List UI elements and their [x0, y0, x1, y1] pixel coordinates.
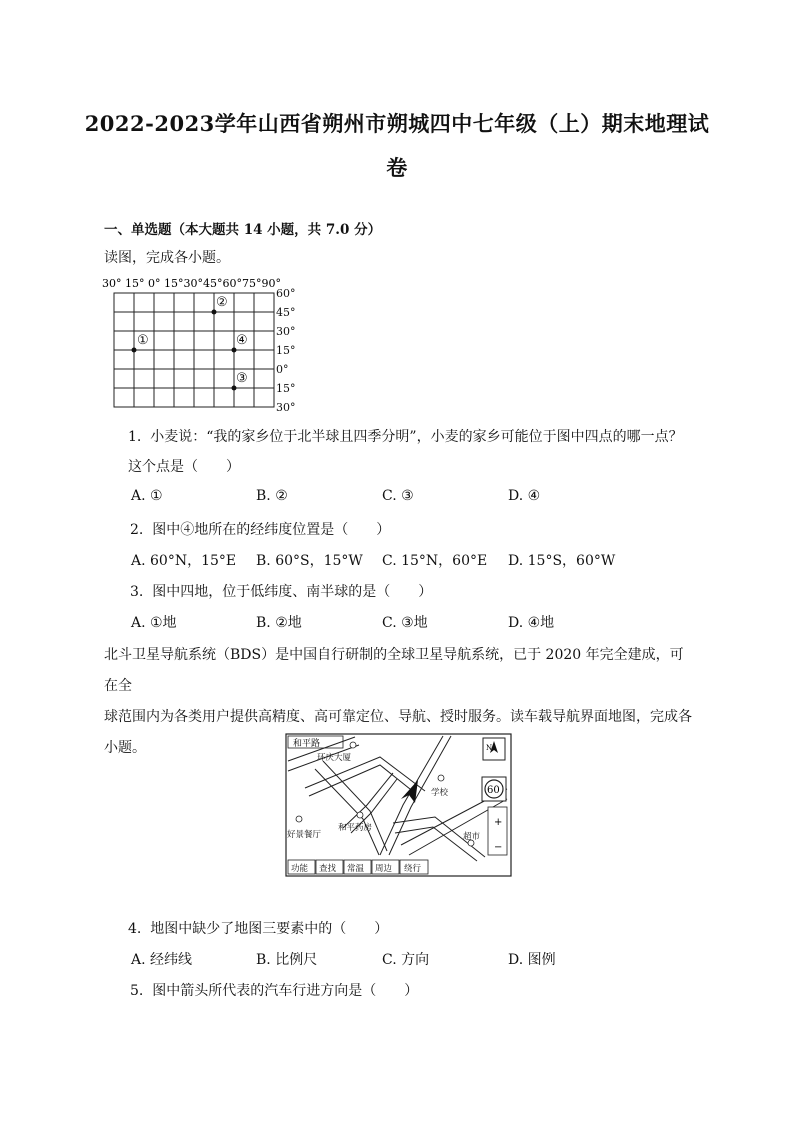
- question-2: [130, 519, 390, 539]
- question-1-number: 1.: [128, 429, 142, 445]
- car-navigation-map: [285, 733, 513, 878]
- q4-option-c[interactable]: C. 方向: [382, 952, 430, 968]
- q3-option-d[interactable]: D. ④地: [508, 615, 555, 631]
- q3-option-a[interactable]: A. ①地: [131, 615, 177, 631]
- place-supermarket: 超市: [463, 832, 481, 842]
- title-line-2: 卷: [386, 155, 408, 180]
- q4-option-b[interactable]: B. 比例尺: [256, 952, 318, 968]
- grid-top-labels: 30° 15° 0° 15°30°45°60°75°90°: [102, 277, 281, 290]
- question-5: [130, 980, 418, 1000]
- zoom-out-button[interactable]: −: [494, 842, 503, 853]
- q3-option-c[interactable]: C. ③地: [382, 615, 428, 631]
- question-3: [130, 581, 432, 601]
- section-heading: 一、单选题（本大题共 14 小题，共 7.0 分）: [104, 222, 382, 238]
- q2-option-a[interactable]: A. 60°N，15°E: [131, 553, 237, 569]
- right-label-4: 0°: [276, 363, 289, 376]
- intro-text: 读图，完成各小题。: [104, 250, 230, 266]
- nav-button-detour[interactable]: 绕行: [404, 864, 422, 874]
- point-1-label: ①: [137, 333, 149, 348]
- question-1: [128, 426, 683, 446]
- nav-button-function[interactable]: 功能: [291, 864, 309, 874]
- point-2-dot: [212, 310, 217, 315]
- title-line-1: 2022-2023学年山西省朔州市朔城四中七年级（上）期末地理试: [84, 111, 710, 136]
- right-label-3: 15°: [276, 344, 296, 357]
- question-3-text: 图中四地，位于低纬度、南半球的是（ ）: [152, 584, 433, 600]
- place-huanqing-building: 环庆大厦: [317, 753, 352, 763]
- bds-line-1: 北斗卫星导航系统（BDS）是中国自行研制的全球卫星导航系统，已于 2020 年完全建成，可在全: [104, 647, 684, 694]
- point-2-label: ②: [216, 295, 228, 310]
- lat-lon-grid-map: [100, 275, 305, 415]
- question-2-text: 图中④地所在的经纬度位置是（ ）: [152, 522, 391, 538]
- question-4: [128, 918, 388, 938]
- bds-line-3: 小题。: [104, 740, 146, 756]
- question-4-text: 地图中缺少了地图三要素中的（ ）: [150, 921, 389, 937]
- page-title: [60, 102, 734, 190]
- q1-option-d[interactable]: D. ④: [508, 488, 541, 504]
- right-label-2: 30°: [276, 325, 296, 338]
- right-label-5: 15°: [276, 382, 296, 395]
- nav-button-temperature[interactable]: 常温: [347, 864, 365, 874]
- question-1-text: 小麦说：“我的家乡位于北半球且四季分明”，小麦的家乡可能位于图中四点的哪一点？: [150, 429, 683, 445]
- road-label: 和平路: [293, 739, 321, 749]
- speed-limit-sign: 60: [487, 785, 500, 796]
- q1-option-c[interactable]: C. ③: [382, 488, 414, 504]
- place-haojing-restaurant: 好景餐厅: [287, 830, 322, 840]
- point-4-label: ④: [236, 333, 248, 348]
- right-label-6: 30°: [276, 401, 296, 414]
- zoom-in-button[interactable]: +: [494, 817, 503, 828]
- point-3-dot: [232, 386, 237, 391]
- north-label: N: [486, 744, 493, 752]
- right-label-1: 45°: [276, 306, 296, 319]
- q4-option-d[interactable]: D. 图例: [508, 952, 556, 968]
- question-1-continued: 这个点是（ ）: [128, 459, 240, 475]
- right-label-0: 60°: [276, 287, 296, 300]
- nav-button-search[interactable]: 查找: [319, 864, 337, 874]
- q2-option-c[interactable]: C. 15°N，60°E: [382, 553, 488, 569]
- q1-option-b[interactable]: B. ②: [256, 488, 288, 504]
- bds-line-2: 球范围内为各类用户提供高精度、高可靠定位、导航、授时服务。读车载导航界面地图，完成各: [104, 709, 692, 725]
- q2-option-d[interactable]: D. 15°S，60°W: [508, 553, 616, 569]
- q4-option-a[interactable]: A. 经纬线: [131, 952, 193, 968]
- point-4-dot: [232, 348, 237, 353]
- q3-option-b[interactable]: B. ②地: [256, 615, 302, 631]
- nav-button-nearby[interactable]: 周边: [375, 864, 393, 874]
- q2-option-b[interactable]: B. 60°S，15°W: [256, 553, 363, 569]
- place-heping-pharmacy: 和平药房: [338, 823, 373, 833]
- point-1-dot: [132, 348, 137, 353]
- point-3-label: ③: [236, 371, 248, 386]
- question-4-number: 4.: [128, 921, 142, 937]
- place-school: 学校: [431, 788, 449, 798]
- question-3-number: 3.: [130, 584, 144, 600]
- question-5-number: 5.: [130, 983, 144, 999]
- question-5-text: 图中箭头所代表的汽车行进方向是（ ）: [152, 983, 419, 999]
- question-2-number: 2.: [130, 522, 144, 538]
- q1-option-a[interactable]: A. ①: [131, 488, 163, 504]
